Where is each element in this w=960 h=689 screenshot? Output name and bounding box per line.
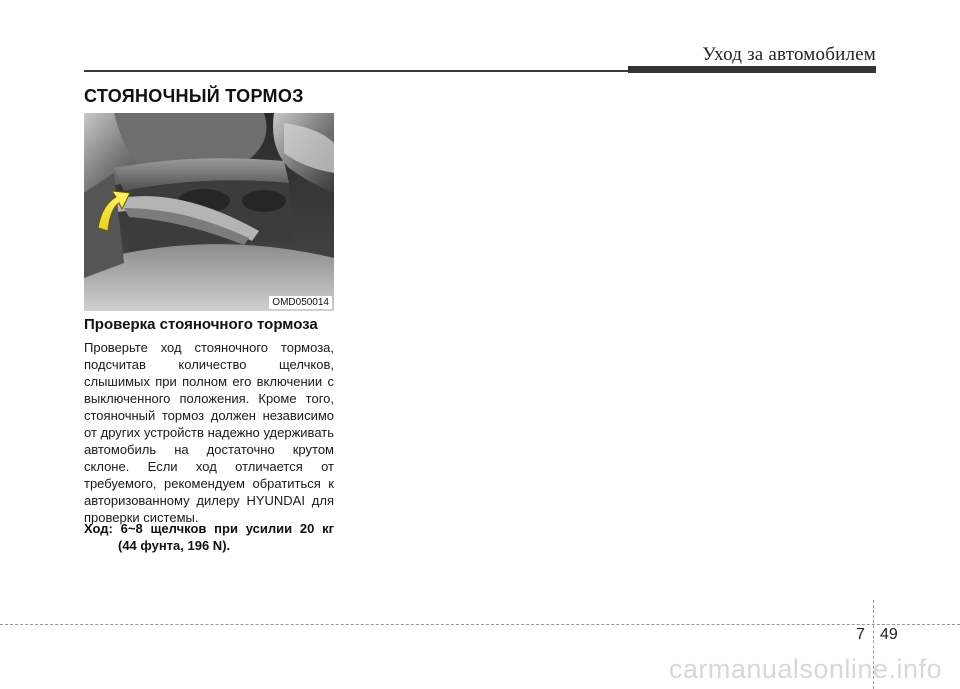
header-rule-accent bbox=[628, 66, 876, 73]
specification bbox=[84, 520, 334, 554]
parking-brake-photo bbox=[84, 113, 334, 311]
chapter-number: 7 bbox=[856, 626, 865, 643]
page-number: 49 bbox=[880, 626, 898, 643]
header-rule bbox=[84, 70, 630, 72]
figure-code: OMD050014 bbox=[269, 296, 332, 309]
parking-brake-illustration bbox=[84, 113, 334, 311]
section-title: СТОЯНОЧНЫЙ ТОРМОЗ bbox=[84, 86, 304, 106]
spec-line-1: Ход: 6~8 щелчков при усилии 20 кг bbox=[84, 521, 334, 536]
chapter-title: Уход за автомобилем bbox=[702, 44, 876, 65]
watermark: carmanualsonline.info bbox=[668, 654, 942, 684]
footer-rule bbox=[0, 624, 960, 625]
body-paragraph: Проверьте ход стояночного тормоза, подсчитав количество щелчков, слышимых при полном его включении с выключенного положения. Кроме того, стояночный тормоз должен независимо от других устройств надежно удерживать автомобиль на достаточно крутом склоне. Если ход отличается от требуемого, рекомендуем обратиться к авторизованному дилеру HYUNDAI для проверки системы. bbox=[84, 340, 334, 525]
subheading: Проверка стояночного тормоза bbox=[84, 316, 318, 333]
spec-line-2: (44 фунта, 196 N). bbox=[118, 538, 231, 553]
